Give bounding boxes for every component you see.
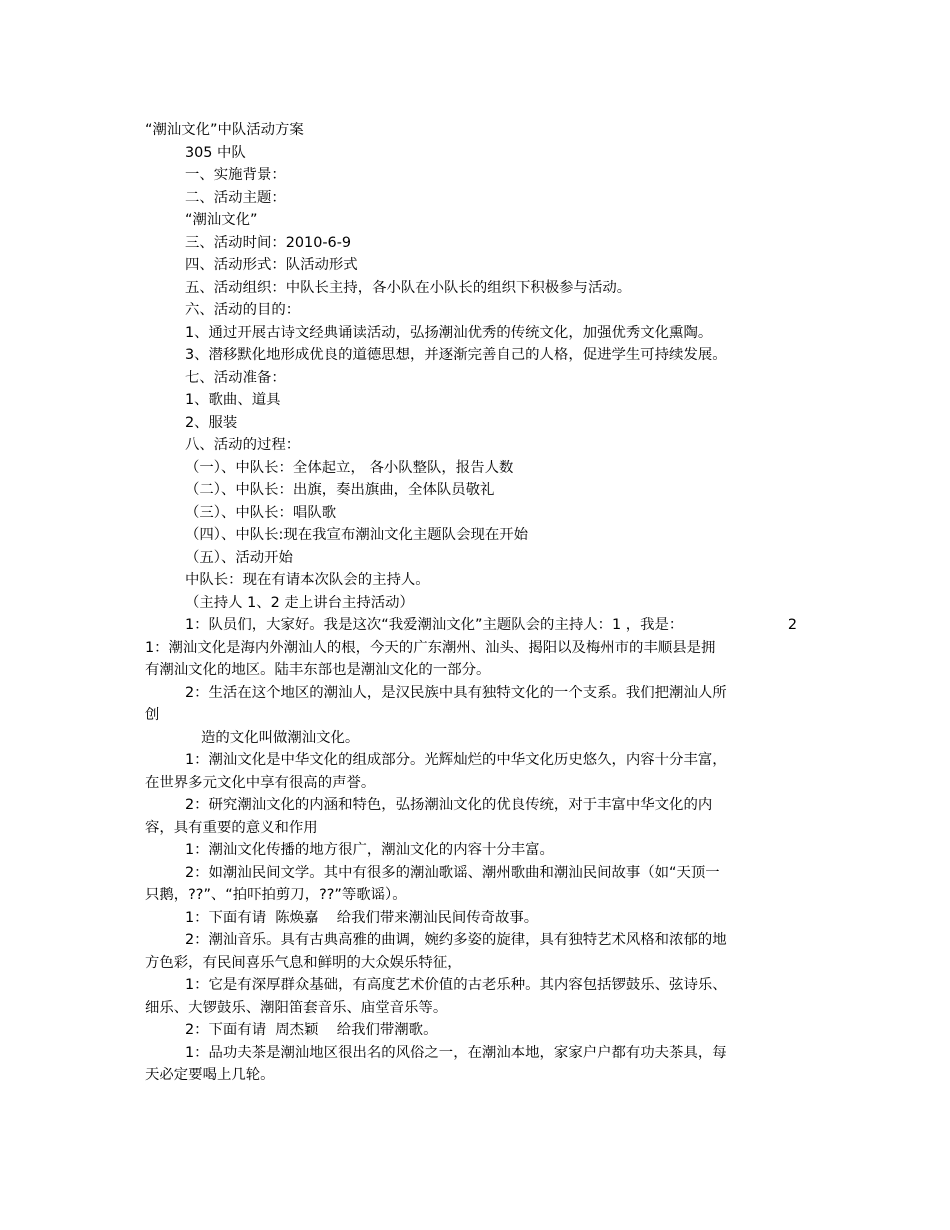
dialogue-line: 容，具有重要的意义和作用 bbox=[145, 819, 318, 836]
document-body bbox=[145, 119, 797, 1087]
dialogue-line: 2：研究潮汕文化的内涵和特色，弘扬潮汕文化的优良传统，对于丰富中华文化的内 bbox=[185, 797, 713, 813]
dialogue-text: 2 bbox=[787, 617, 797, 633]
dialogue-line: 1：潮汕文化是海内外潮汕人的根，今天的广东潮州、汕头、揭阳以及梅州市的丰顺县是拥 bbox=[145, 639, 716, 656]
section-heading: 五、活动组织：中队长主持，各小队在小队长的组织下积极参与活动。 bbox=[185, 279, 632, 296]
dialogue-line: 天必定要喝上几轮。 bbox=[145, 1067, 275, 1083]
dialogue-line: 2：下面有请 周杰颖 给我们带潮歌。 bbox=[185, 1022, 438, 1038]
dialogue-line: 1：它是有深厚群众基础，有高度艺术价值的古老乐种。其内容包括锣鼓乐、弦诗乐、 bbox=[185, 977, 727, 993]
dialogue-line: 1：下面有请 陈焕嘉 给我们带来潮汕民间传奇故事。 bbox=[185, 909, 539, 926]
squadron-number: 305 中队 bbox=[185, 144, 246, 161]
dialogue-line: 创 bbox=[145, 707, 160, 723]
list-item: 1、通过开展古诗文经典诵读活动，弘扬潮汕优秀的传统文化，加强优秀文化熏陶。 bbox=[185, 324, 713, 341]
process-step: （三）、中队长：唱队歌 bbox=[185, 504, 337, 521]
document-title: “潮汕文化”中队活动方案 bbox=[145, 122, 304, 138]
dialogue-line: 有潮汕文化的地区。陆丰东部也是潮汕文化的一部分。 bbox=[145, 662, 491, 678]
process-step: （五）、活动开始 bbox=[185, 549, 293, 566]
theme-text: “潮汕文化” bbox=[185, 212, 258, 228]
dialogue-text: 1：队员们，大家好。我是这次“我爱潮汕文化”主题队会的主持人：1 ，我是： bbox=[185, 617, 684, 633]
section-heading: 六、活动的目的： bbox=[185, 302, 301, 318]
dialogue-line: 在世界多元文化中享有很高的声誉。 bbox=[145, 774, 376, 791]
process-step: （二）、中队长：出旗，奏出旗曲，全体队员敬礼 bbox=[185, 482, 495, 498]
list-item: 1、歌曲、道具 bbox=[185, 392, 281, 408]
section-heading: 四、活动形式：队活动形式 bbox=[185, 257, 358, 273]
dialogue-line: 1：品功夫茶是潮汕地区很出名的风俗之一，在潮汕本地，家家户户都有功夫茶具，每 bbox=[185, 1044, 727, 1061]
section-heading: 二、活动主题： bbox=[185, 189, 286, 206]
section-heading: 一、实施背景： bbox=[185, 167, 286, 183]
dialogue-line: 2：如潮汕民间文学。其中有很多的潮汕歌谣、潮州歌曲和潮汕民间故事（如“天顶一 bbox=[185, 864, 720, 881]
dialogue-line: 中队长：现在有请本次队会的主持人。 bbox=[185, 572, 430, 588]
list-item: 2、服装 bbox=[185, 414, 238, 431]
process-step: （四）、中队长:现在我宣布潮汕文化主题队会现在开始 bbox=[185, 527, 529, 543]
dialogue-line: 2：潮汕音乐。具有古典高雅的曲调，婉约多姿的旋律，具有独特艺术风格和浓郁的地 bbox=[185, 932, 727, 948]
dialogue-line: 2：生活在这个地区的潮汕人，是汉民族中具有独特文化的一个支系。我们把潮汕人所 bbox=[185, 684, 727, 701]
process-step: （一）、中队长：全体起立， 各小队整队，报告人数 bbox=[185, 459, 514, 476]
section-heading: 三、活动时间：2010-6-9 bbox=[185, 234, 352, 251]
dialogue-line bbox=[145, 614, 797, 637]
dialogue-line: 只鹅，??”、“拍吓拍剪刀，??”等歌谣）。 bbox=[145, 887, 407, 903]
stage-direction: （主持人 1、2 走上讲台主持活动） bbox=[185, 594, 414, 611]
section-heading: 七、活动准备： bbox=[185, 369, 286, 386]
dialogue-line: 方色彩，有民间喜乐气息和鲜明的大众娱乐特征， bbox=[145, 954, 462, 971]
section-heading: 八、活动的过程： bbox=[185, 437, 301, 453]
dialogue-line: 1：潮汕文化传播的地方很广，潮汕文化的内容十分丰富。 bbox=[185, 842, 554, 858]
dialogue-line: 细乐、大锣鼓乐、潮阳笛套音乐、庙堂音乐等。 bbox=[145, 999, 448, 1016]
list-item: 3、潜移默化地形成优良的道德思想，并逐渐完善自己的人格，促进学生可持续发展。 bbox=[185, 347, 727, 363]
dialogue-line: 1：潮汕文化是中华文化的组成部分。光辉灿烂的中华文化历史悠久，内容十分丰富， bbox=[185, 752, 727, 768]
dialogue-line: 造的文化叫做潮汕文化。 bbox=[201, 729, 360, 746]
